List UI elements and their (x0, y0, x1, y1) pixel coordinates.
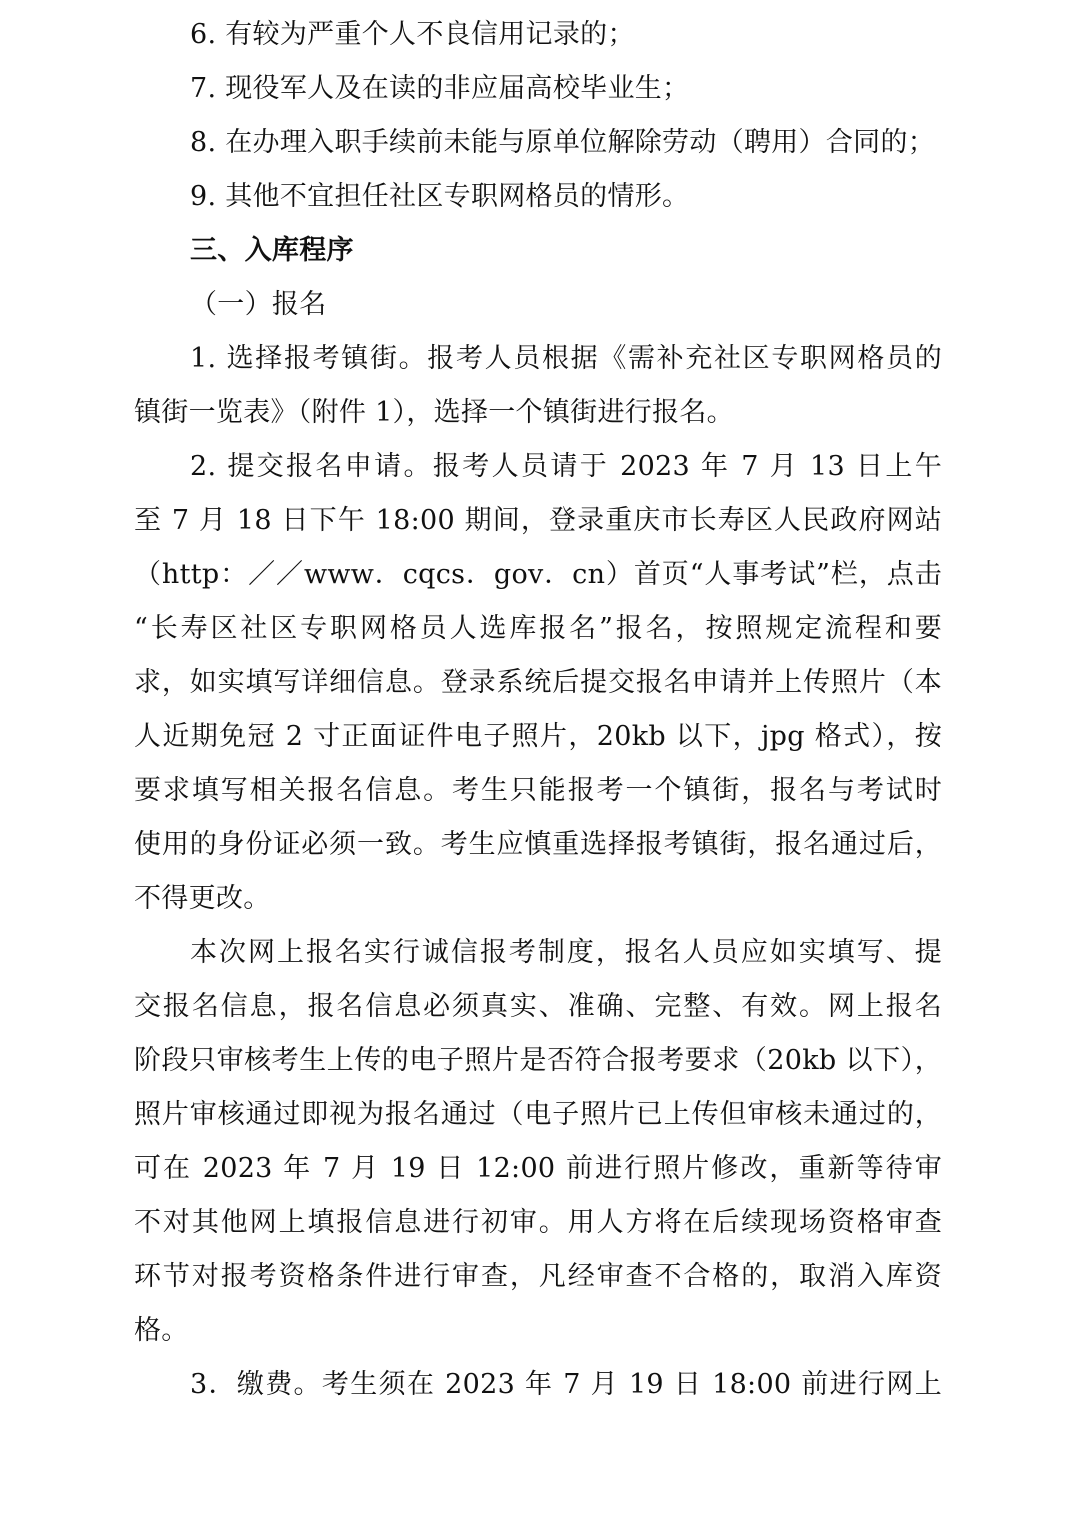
paragraph-line: 求，如实填写详细信息。登录系统后提交报名申请并上传照片（本 (134, 667, 942, 698)
paragraph-line: 人近期免冠 2 寸正面证件电子照片，20kb 以下，jpg 格式），按 (134, 721, 942, 752)
list-item-9: 9. 其他不宜担任社区专职网格员的情形。 (190, 181, 690, 212)
paragraph-line: 2. 提交报名申请。报考人员请于 2023 年 7 月 13 日上午 (190, 451, 942, 482)
paragraph-line: 3．缴费。考生须在 2023 年 7 月 19 日 18:00 前进行网上 (190, 1369, 942, 1400)
paragraph-line: 交报名信息，报名信息必须真实、准确、完整、有效。网上报名 (134, 991, 942, 1022)
paragraph-line: 环节对报考资格条件进行审查，凡经审查不合格的，取消入库资 (134, 1261, 942, 1292)
list-item-7: 7. 现役军人及在读的非应届高校毕业生； (190, 73, 690, 104)
sub-heading: （一）报名 (190, 289, 327, 320)
paragraph-line: 可在 2023 年 7 月 19 日 12:00 前进行照片修改，重新等待审 (134, 1153, 942, 1184)
paragraph-line: 使用的身份证必须一致。考生应慎重选择报考镇街，报名通过后， (134, 829, 942, 860)
paragraph-line: “长寿区社区专职网格员人选库报名”报名，按照规定流程和要 (134, 613, 942, 644)
section-heading: 三、入库程序 (190, 235, 354, 266)
paragraph-line: 1. 选择报考镇街。报考人员根据《需补充社区专职网格员的 (190, 343, 942, 374)
document-body (134, 8, 942, 1412)
paragraph-line: 不对其他网上填报信息进行初审。用人方将在后续现场资格审查 (134, 1207, 942, 1238)
paragraph-line: 本次网上报名实行诚信报考制度，报名人员应如实填写、提 (190, 937, 942, 968)
paragraph-line: 要求填写相关报名信息。考生只能报考一个镇街，报名与考试时 (134, 775, 942, 806)
paragraph-line: （http：／／www．cqcs．gov．cn）首页“人事考试”栏，点击 (134, 559, 942, 590)
paragraph-line: 不得更改。 (134, 883, 271, 914)
paragraph-line: 格。 (134, 1315, 189, 1346)
list-item-6: 6. 有较为严重个人不良信用记录的； (190, 19, 635, 50)
list-item-8: 8. 在办理入职手续前未能与原单位解除劳动（聘用）合同的； (190, 127, 936, 158)
paragraph-line: 镇街一览表》（附件 1），选择一个镇街进行报名。 (134, 397, 734, 428)
paragraph-line: 阶段只审核考生上传的电子照片是否符合报考要求（20kb 以下）， (134, 1045, 942, 1076)
paragraph-line: 照片审核通过即视为报名通过（电子照片已上传但审核未通过的， (134, 1099, 942, 1130)
paragraph-line: 至 7 月 18 日下午 18:00 期间，登录重庆市长寿区人民政府网站 (134, 505, 942, 536)
